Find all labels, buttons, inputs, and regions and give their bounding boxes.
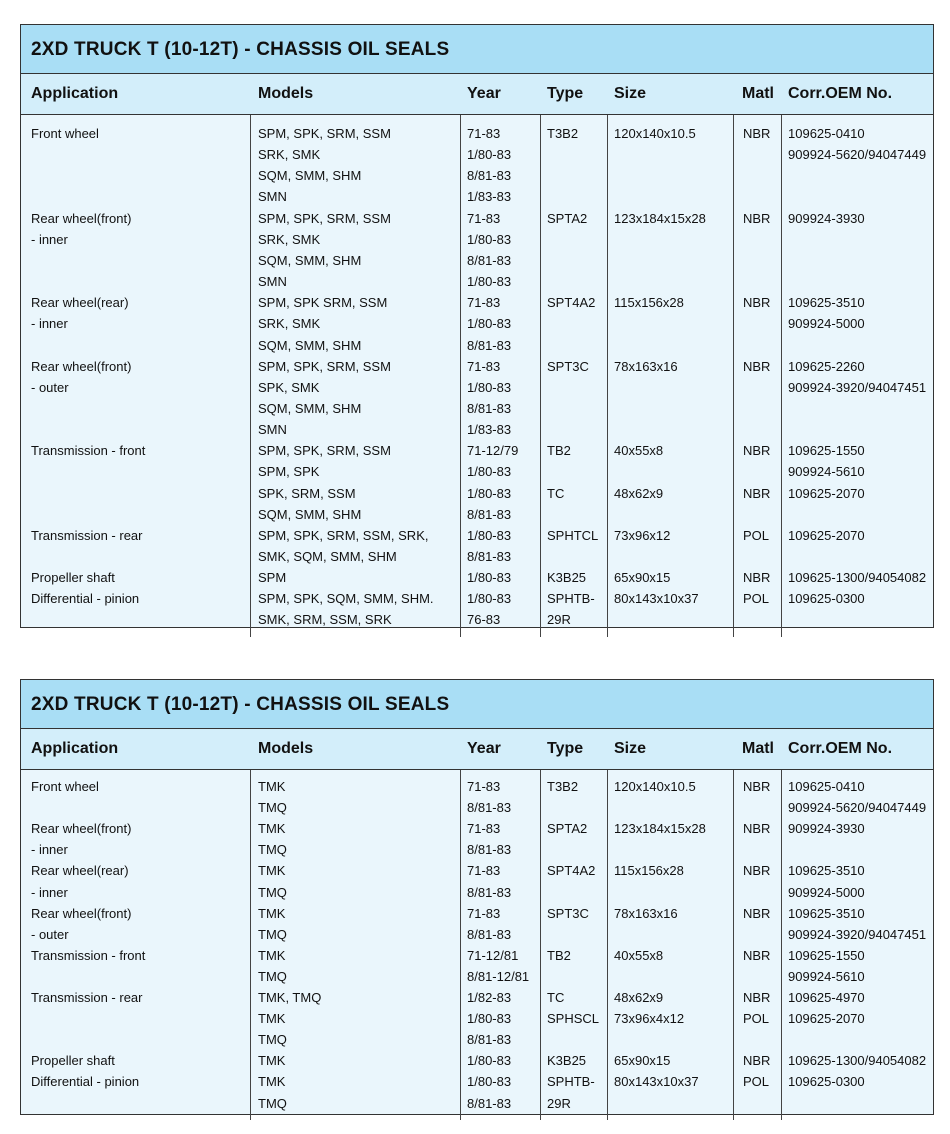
cell-year: 8/81-83 bbox=[467, 1095, 512, 1111]
cell-year: 8/81-83 bbox=[467, 842, 512, 858]
cell-type: TC bbox=[547, 990, 565, 1005]
cell-models: TMK bbox=[258, 1053, 286, 1069]
cell-year: 71-12/79 bbox=[467, 443, 519, 459]
cell-year: 71-83 bbox=[467, 126, 501, 141]
cell-size: 123x184x15x28 bbox=[614, 210, 706, 226]
oil-seals-table-2 bbox=[20, 679, 934, 1115]
cell-type: SPTA2 bbox=[547, 210, 588, 226]
table-row bbox=[21, 250, 933, 271]
cell-year: 71-83 bbox=[467, 779, 501, 794]
table-body bbox=[21, 115, 933, 637]
cell-year: 1/80-83 bbox=[467, 485, 512, 501]
table-row bbox=[21, 903, 933, 924]
header-matl: Matl bbox=[742, 740, 774, 757]
cell-models: TMK bbox=[258, 1011, 286, 1027]
cell-models: TMQ bbox=[258, 842, 287, 858]
cell-application: - outer bbox=[31, 926, 69, 942]
cell-models: TMQ bbox=[258, 926, 287, 942]
cell-models: SQM, SMM, SHM bbox=[258, 252, 362, 268]
cell-type: SPTA2 bbox=[547, 821, 588, 837]
cell-oem: 109625-2070 bbox=[788, 527, 865, 543]
cell-size: 123x184x15x28 bbox=[614, 821, 706, 837]
table-title: 2XD TRUCK T (10-12T) - CHASSIS OIL SEALS bbox=[21, 680, 933, 729]
cell-application: - inner bbox=[31, 231, 68, 247]
cell-models: SQM, SMM, SHM bbox=[258, 337, 362, 353]
cell-application: Transmission - rear bbox=[31, 527, 143, 543]
cell-application: - outer bbox=[31, 379, 69, 395]
cell-type: 29R bbox=[547, 612, 571, 628]
cell-models: TMK bbox=[258, 1074, 286, 1090]
header-oem: Corr.OEM No. bbox=[788, 740, 893, 757]
header-type: Type bbox=[547, 85, 584, 102]
cell-oem: 909924-5620/94047449 bbox=[788, 147, 927, 163]
cell-application: Rear wheel(front) bbox=[31, 210, 132, 226]
cell-matl: POL bbox=[743, 1074, 770, 1090]
cell-matl: NBR bbox=[743, 947, 771, 963]
cell-models: SPM, SPK bbox=[258, 464, 320, 480]
cell-matl: POL bbox=[743, 591, 770, 607]
cell-size: 120x140x10.5 bbox=[614, 779, 696, 794]
cell-year: 1/80-83 bbox=[467, 231, 512, 247]
table-row bbox=[21, 483, 933, 504]
table-body bbox=[21, 770, 933, 1120]
cell-matl: NBR bbox=[743, 210, 771, 226]
cell-models: TMQ bbox=[258, 884, 287, 900]
cell-year: 1/80-83 bbox=[467, 316, 512, 332]
cell-type: SPT4A2 bbox=[547, 863, 596, 879]
table-row bbox=[21, 1093, 933, 1114]
cell-models: TMK bbox=[258, 905, 286, 921]
cell-oem: 109625-0410 bbox=[788, 779, 865, 794]
cell-year: 8/81-83 bbox=[467, 926, 512, 942]
table-row bbox=[21, 1071, 933, 1092]
cell-oem: 109625-2070 bbox=[788, 485, 865, 501]
cell-type: SPT4A2 bbox=[547, 295, 596, 311]
table-row bbox=[21, 546, 933, 567]
cell-matl: NBR bbox=[743, 905, 771, 921]
cell-models: SMN bbox=[258, 422, 287, 438]
cell-matl: NBR bbox=[743, 990, 771, 1005]
table-row bbox=[21, 186, 933, 207]
cell-matl: POL bbox=[743, 527, 770, 543]
header-application: Application bbox=[31, 85, 119, 102]
cell-models: SRK, SMK bbox=[258, 231, 321, 247]
cell-size: 115x156x28 bbox=[614, 295, 684, 311]
table-row bbox=[21, 335, 933, 356]
table-row bbox=[21, 797, 933, 818]
cell-size: 48x62x9 bbox=[614, 990, 664, 1005]
table-row bbox=[21, 609, 933, 630]
cell-oem: 909924-5610 bbox=[788, 464, 865, 480]
header-size: Size bbox=[614, 740, 647, 757]
cell-year: 76-83 bbox=[467, 612, 501, 628]
table-row bbox=[21, 356, 933, 377]
cell-models: SQM, SMM, SHM bbox=[258, 506, 362, 522]
table-row bbox=[21, 123, 933, 144]
cell-type: TB2 bbox=[547, 443, 571, 459]
cell-oem: 909924-5610 bbox=[788, 968, 865, 984]
cell-application: Transmission - rear bbox=[31, 990, 143, 1005]
table-row bbox=[21, 144, 933, 165]
cell-models: SPK, SRM, SSM bbox=[258, 485, 356, 501]
cell-type: SPT3C bbox=[547, 905, 589, 921]
cell-application: - inner bbox=[31, 842, 68, 858]
cell-year: 71-83 bbox=[467, 863, 501, 879]
cell-type: T3B2 bbox=[547, 779, 579, 794]
cell-type: TB2 bbox=[547, 947, 571, 963]
cell-application: Front wheel bbox=[31, 779, 99, 794]
cell-type: SPHTCL bbox=[547, 527, 599, 543]
cell-matl: NBR bbox=[743, 358, 771, 374]
cell-oem: 909924-3920/94047451 bbox=[788, 379, 927, 395]
cell-matl: NBR bbox=[743, 126, 771, 141]
table-row bbox=[21, 924, 933, 945]
cell-models: TMK bbox=[258, 947, 286, 963]
table-row bbox=[21, 419, 933, 440]
table-row bbox=[21, 292, 933, 313]
cell-type: K3B25 bbox=[547, 570, 587, 586]
cell-oem: 109625-0410 bbox=[788, 126, 865, 141]
cell-size: 78x163x16 bbox=[614, 358, 678, 374]
cell-models: SPM, SPK, SRM, SSM bbox=[258, 126, 391, 141]
cell-application: Front wheel bbox=[31, 126, 99, 141]
table-row bbox=[21, 440, 933, 461]
table-row bbox=[21, 1008, 933, 1029]
table-row bbox=[21, 987, 933, 1008]
table-header bbox=[21, 729, 933, 770]
header-oem: Corr.OEM No. bbox=[788, 85, 893, 102]
cell-year: 1/80-83 bbox=[467, 1053, 512, 1069]
cell-size: 78x163x16 bbox=[614, 905, 678, 921]
cell-models: TMK bbox=[258, 821, 286, 837]
cell-year: 1/80-83 bbox=[467, 464, 512, 480]
cell-year: 8/81-83 bbox=[467, 506, 512, 522]
oil-seals-table-1 bbox=[20, 24, 934, 628]
cell-models: SQM, SMM, SHM bbox=[258, 400, 362, 416]
cell-models: TMQ bbox=[258, 1032, 287, 1048]
table-row bbox=[21, 818, 933, 839]
cell-models: SPM, SPK, SQM, SMM, SHM. bbox=[258, 591, 434, 607]
table-row bbox=[21, 313, 933, 334]
cell-oem: 109625-4970 bbox=[788, 990, 865, 1005]
cell-type: SPHTB- bbox=[547, 591, 595, 607]
cell-application: Differential - pinion bbox=[31, 1074, 140, 1090]
table-row bbox=[21, 1029, 933, 1050]
cell-oem: 109625-1300/94054082 bbox=[788, 570, 927, 586]
cell-matl: POL bbox=[743, 1011, 770, 1027]
cell-year: 1/82-83 bbox=[467, 990, 512, 1005]
cell-year: 71-83 bbox=[467, 821, 501, 837]
cell-matl: NBR bbox=[743, 570, 771, 586]
cell-models: TMQ bbox=[258, 800, 287, 816]
cell-year: 1/80-83 bbox=[467, 1074, 512, 1090]
cell-year: 71-83 bbox=[467, 905, 501, 921]
cell-application: Propeller shaft bbox=[31, 1053, 115, 1069]
cell-matl: NBR bbox=[743, 443, 771, 459]
cell-size: 73x96x4x12 bbox=[614, 1011, 685, 1027]
cell-matl: NBR bbox=[743, 821, 771, 837]
cell-application: Propeller shaft bbox=[31, 570, 115, 586]
cell-application: Rear wheel(front) bbox=[31, 905, 132, 921]
cell-year: 8/81-83 bbox=[467, 800, 512, 816]
cell-size: 48x62x9 bbox=[614, 485, 664, 501]
cell-year: 1/80-83 bbox=[467, 274, 512, 290]
cell-size: 40x55x8 bbox=[614, 443, 664, 459]
cell-models: SPM bbox=[258, 570, 287, 586]
cell-oem: 109625-3510 bbox=[788, 295, 865, 311]
cell-oem: 109625-1550 bbox=[788, 947, 865, 963]
cell-oem: 909924-5000 bbox=[788, 884, 865, 900]
cell-models: SPM, SPK, SRM, SSM bbox=[258, 210, 391, 226]
table-row bbox=[21, 776, 933, 797]
table-row bbox=[21, 229, 933, 250]
cell-matl: NBR bbox=[743, 779, 771, 794]
cell-oem: 109625-2070 bbox=[788, 1011, 865, 1027]
header-year: Year bbox=[467, 85, 501, 102]
cell-models: SPM, SPK, SRM, SSM bbox=[258, 443, 391, 459]
cell-year: 1/80-83 bbox=[467, 591, 512, 607]
header-year: Year bbox=[467, 740, 501, 757]
cell-models: SMK, SRM, SSM, SRK bbox=[258, 612, 392, 628]
cell-size: 80x143x10x37 bbox=[614, 1074, 699, 1090]
cell-oem: 109625-0300 bbox=[788, 591, 865, 607]
cell-year: 1/80-83 bbox=[467, 1011, 512, 1027]
cell-size: 80x143x10x37 bbox=[614, 591, 699, 607]
table-row bbox=[21, 588, 933, 609]
cell-oem: 109625-3510 bbox=[788, 905, 865, 921]
cell-type: SPT3C bbox=[547, 358, 589, 374]
cell-year: 1/80-83 bbox=[467, 570, 512, 586]
table-row bbox=[21, 1050, 933, 1071]
table-row bbox=[21, 966, 933, 987]
cell-oem: 909924-3930 bbox=[788, 821, 865, 837]
table-row bbox=[21, 165, 933, 186]
cell-year: 8/81-83 bbox=[467, 1032, 512, 1048]
table-row bbox=[21, 271, 933, 292]
cell-models: TMK bbox=[258, 779, 286, 794]
cell-oem: 909924-3930 bbox=[788, 210, 865, 226]
cell-application: Differential - pinion bbox=[31, 591, 140, 607]
cell-type: TC bbox=[547, 485, 565, 501]
cell-oem: 109625-1550 bbox=[788, 443, 865, 459]
cell-size: 65x90x15 bbox=[614, 570, 671, 586]
header-models: Models bbox=[258, 740, 314, 757]
table-row bbox=[21, 860, 933, 881]
cell-models: SMN bbox=[258, 274, 287, 290]
cell-matl: NBR bbox=[743, 295, 771, 311]
cell-year: 71-83 bbox=[467, 210, 501, 226]
cell-type: 29R bbox=[547, 1095, 571, 1111]
cell-application: Transmission - front bbox=[31, 443, 146, 459]
header-matl: Matl bbox=[742, 85, 774, 102]
cell-models: SPK, SMK bbox=[258, 379, 320, 395]
header-type: Type bbox=[547, 740, 584, 757]
cell-application: Transmission - front bbox=[31, 947, 146, 963]
cell-year: 1/83-83 bbox=[467, 422, 512, 438]
cell-size: 73x96x12 bbox=[614, 527, 671, 543]
table-row bbox=[21, 377, 933, 398]
table-row bbox=[21, 461, 933, 482]
cell-application: - inner bbox=[31, 316, 68, 332]
cell-oem: 109625-0300 bbox=[788, 1074, 865, 1090]
cell-oem: 909924-5620/94047449 bbox=[788, 800, 927, 816]
cell-models: TMQ bbox=[258, 1095, 287, 1111]
header-size: Size bbox=[614, 85, 647, 102]
cell-models: SMN bbox=[258, 189, 287, 205]
cell-year: 8/81-12/81 bbox=[467, 968, 530, 984]
cell-type: SPHTB- bbox=[547, 1074, 595, 1090]
cell-year: 1/80-83 bbox=[467, 147, 512, 163]
cell-oem: 909924-3920/94047451 bbox=[788, 926, 927, 942]
table-row bbox=[21, 208, 933, 229]
table-row bbox=[21, 398, 933, 419]
cell-year: 8/81-83 bbox=[467, 884, 512, 900]
cell-year: 1/80-83 bbox=[467, 379, 512, 395]
cell-oem: 909924-5000 bbox=[788, 316, 865, 332]
cell-year: 8/81-83 bbox=[467, 168, 512, 184]
cell-year: 8/81-83 bbox=[467, 549, 512, 564]
cell-size: 115x156x28 bbox=[614, 863, 684, 879]
cell-application: - inner bbox=[31, 884, 68, 900]
cell-models: SPM, SPK SRM, SSM bbox=[258, 295, 388, 311]
table-title: 2XD TRUCK T (10-12T) - CHASSIS OIL SEALS bbox=[21, 25, 933, 74]
cell-matl: NBR bbox=[743, 485, 771, 501]
cell-year: 1/80-83 bbox=[467, 527, 512, 543]
cell-models: SRK, SMK bbox=[258, 316, 321, 332]
cell-type: SPHSCL bbox=[547, 1011, 600, 1027]
header-models: Models bbox=[258, 85, 314, 102]
cell-matl: NBR bbox=[743, 863, 771, 879]
cell-models: TMK bbox=[258, 863, 286, 879]
cell-year: 71-83 bbox=[467, 295, 501, 311]
cell-size: 65x90x15 bbox=[614, 1053, 671, 1069]
cell-oem: 109625-3510 bbox=[788, 863, 865, 879]
cell-year: 1/83-83 bbox=[467, 189, 512, 205]
cell-type: T3B2 bbox=[547, 126, 579, 141]
cell-year: 8/81-83 bbox=[467, 400, 512, 416]
table-row bbox=[21, 882, 933, 903]
cell-type: K3B25 bbox=[547, 1053, 587, 1069]
table-row bbox=[21, 567, 933, 588]
cell-year: 8/81-83 bbox=[467, 252, 512, 268]
cell-models: TMQ bbox=[258, 968, 287, 984]
cell-application: Rear wheel(rear) bbox=[31, 863, 129, 879]
cell-application: Rear wheel(rear) bbox=[31, 295, 129, 311]
cell-matl: NBR bbox=[743, 1053, 771, 1069]
cell-size: 120x140x10.5 bbox=[614, 126, 696, 141]
cell-models: SQM, SMM, SHM bbox=[258, 168, 362, 184]
header-application: Application bbox=[31, 740, 119, 757]
cell-year: 71-83 bbox=[467, 358, 501, 374]
cell-application: Rear wheel(front) bbox=[31, 358, 132, 374]
table-row bbox=[21, 525, 933, 546]
cell-year: 8/81-83 bbox=[467, 337, 512, 353]
cell-models: TMK, TMQ bbox=[258, 990, 322, 1005]
table-row bbox=[21, 839, 933, 860]
cell-models: SMK, SQM, SMM, SHM bbox=[258, 549, 397, 564]
cell-application: Rear wheel(front) bbox=[31, 821, 132, 837]
cell-oem: 109625-1300/94054082 bbox=[788, 1053, 927, 1069]
cell-size: 40x55x8 bbox=[614, 947, 664, 963]
cell-models: SPM, SPK, SRM, SSM, SRK, bbox=[258, 527, 429, 543]
table-header bbox=[21, 74, 933, 115]
table-row bbox=[21, 504, 933, 525]
table-row bbox=[21, 945, 933, 966]
cell-year: 71-12/81 bbox=[467, 947, 519, 963]
cell-oem: 109625-2260 bbox=[788, 358, 865, 374]
cell-models: SRK, SMK bbox=[258, 147, 321, 163]
cell-models: SPM, SPK, SRM, SSM bbox=[258, 358, 391, 374]
